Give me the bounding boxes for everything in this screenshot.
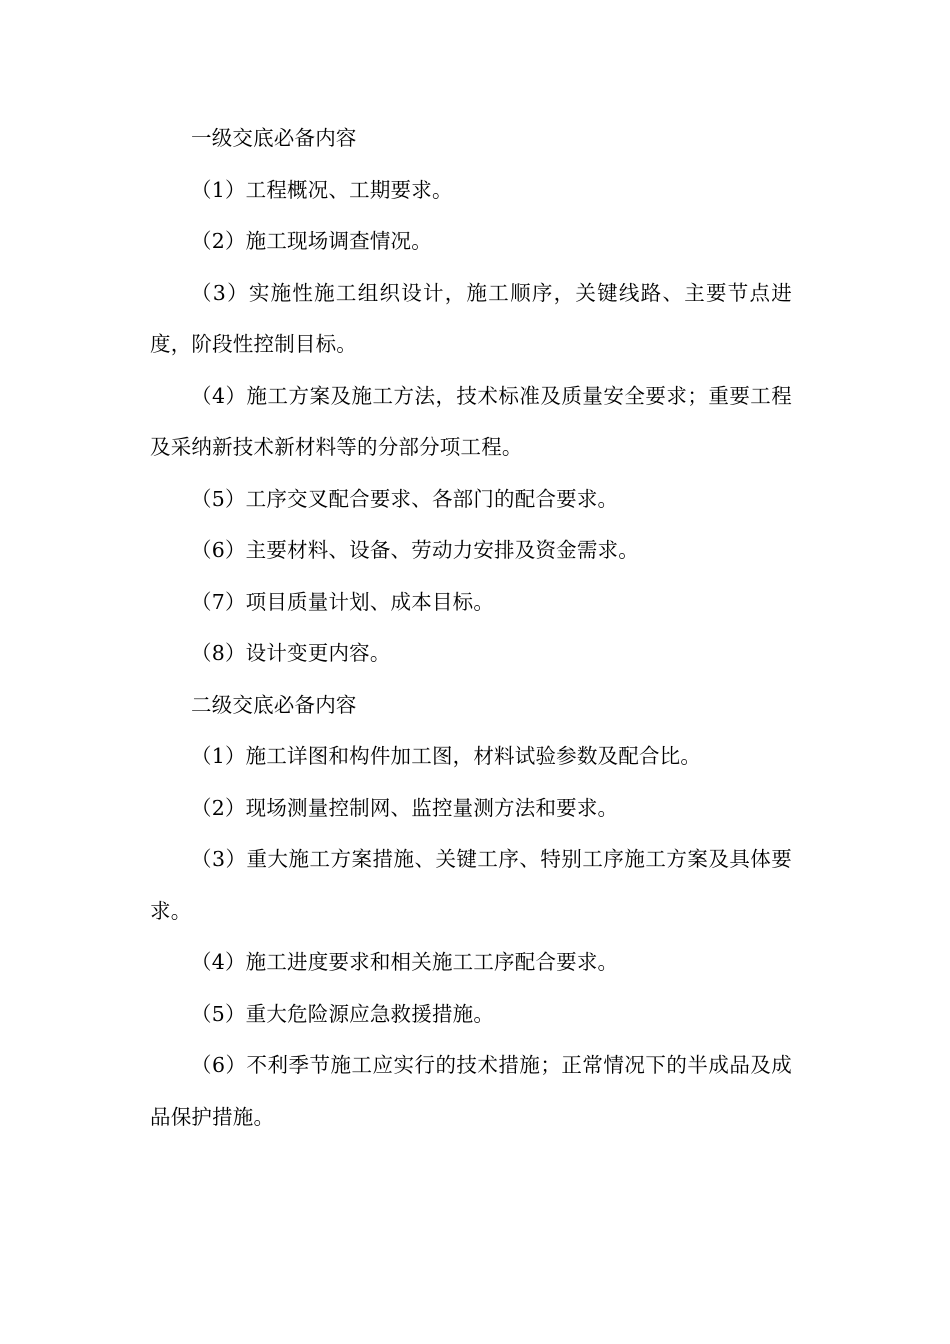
list-item: （3）重大施工方案措施、关键工序、特别工序施工方案及具体要求。 [150,847,792,923]
list-item: （5）重大危险源应急救援措施。 [191,1001,495,1026]
section-heading-level-2: 二级交底必备内容 [191,692,357,717]
section-heading-level-1: 一级交底必备内容 [191,126,357,150]
list-item: （4）施工进度要求和相关施工工序配合要求。 [191,950,619,974]
list-item: （1）工程概况、工期要求。 [191,177,453,202]
list-item: （1）施工详图和构件加工图，材料试验参数及配合比。 [191,744,702,768]
document-body [150,113,792,1143]
list-item: （3）实施性施工组织设计，施工顺序，关键线路、主要节点进度，阶段性控制目标。 [150,280,792,356]
list-item: （2）现场测量控制网、监控量测方法和要求。 [191,795,619,820]
list-item: （6）不利季节施工应实行的技术措施；正常情况下的半成品及成品保护措施。 [150,1053,792,1129]
list-item: （7）项目质量计划、成本目标。 [191,589,495,614]
list-item: （6）主要材料、设备、劳动力安排及资金需求。 [191,538,639,562]
list-item: （4）施工方案及施工方法，技术标准及质量安全要求；重要工程及采纳新技术新材料等的分部分项工程。 [150,383,792,459]
list-item: （2）施工现场调查情况。 [191,229,432,253]
list-item: （8）设计变更内容。 [191,641,391,665]
list-item: （5）工序交叉配合要求、各部门的配合要求。 [191,486,619,511]
